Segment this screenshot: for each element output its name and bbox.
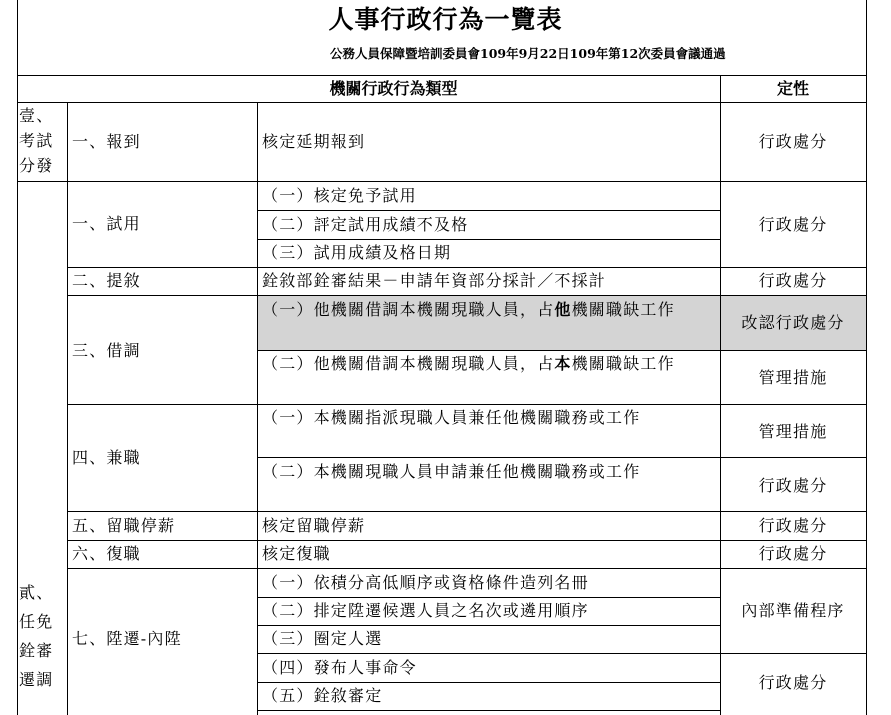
act-promotion-2: （二）排定陞遷候選人員之名次或遴用順序 [262, 601, 589, 620]
category-reinstatement: 六、復職 [72, 544, 141, 563]
category-report: 一、報到 [72, 132, 141, 151]
category-seniority: 二、提敘 [72, 271, 141, 290]
act-secondment-1: （一）他機關借調本機關現職人員，占他機關職缺工作 [262, 300, 675, 319]
nature-report: 行政處分 [758, 132, 828, 151]
act-promotion-4: （四）發布人事命令 [262, 658, 417, 677]
act-promotion-1: （一）依積分高低順序或資格條件造列名冊 [262, 573, 589, 592]
category-secondment: 三、借調 [72, 341, 141, 360]
nature-reinstatement: 行政處分 [758, 544, 828, 563]
act-promotion-5: （五）銓敘審定 [262, 686, 383, 705]
nature-secondment-2: 管理措施 [758, 368, 828, 387]
nature-promotion-1: 內部準備程序 [741, 601, 845, 620]
nature-probation: 行政處分 [758, 215, 828, 234]
act-reinstatement: 核定復職 [262, 544, 331, 563]
header-type: 機關行政行為類型 [329, 79, 458, 98]
act-concurrent-1: （一）本機關指派現職人員兼任他機關職務或工作 [262, 408, 641, 427]
nature-secondment-1: 改認行政處分 [741, 313, 845, 332]
act-concurrent-2: （二）本機關現職人員申請兼任他機關職務或工作 [262, 462, 641, 481]
category-leave: 五、留職停薪 [72, 516, 176, 535]
act-seniority: 銓敘部銓審結果－申請年資部分採計／不採計 [262, 271, 607, 290]
nature-promotion-2: 行政處分 [758, 673, 828, 692]
act-promotion-3: （三）圈定人選 [262, 629, 383, 648]
section-label-appointment: 貳、 任免 銓審 遷調 [19, 583, 54, 689]
nature-concurrent-1: 管理措施 [758, 422, 828, 441]
act-leave: 核定留職停薪 [262, 516, 366, 535]
act-probation-3: （三）試用成績及格日期 [262, 243, 452, 262]
nature-leave: 行政處分 [758, 516, 828, 535]
page-title: 人事行政行為一覽表 [328, 5, 563, 34]
category-promotion: 七、陞遷-內陞 [72, 629, 182, 648]
section-label-exam: 壹、 考試 分發 [19, 106, 54, 175]
category-probation: 一、試用 [72, 214, 141, 233]
page-subtitle: 公務人員保障暨培訓委員會109年9月22日109年第12次委員會議通過 [330, 46, 726, 61]
act-report: 核定延期報到 [262, 132, 366, 151]
act-secondment-2: （二）他機關借調本機關現職人員，占本機關職缺工作 [262, 354, 675, 373]
act-probation-2: （二）評定試用成績不及格 [262, 215, 469, 234]
nature-seniority: 行政處分 [758, 271, 828, 290]
category-concurrent: 四、兼職 [72, 448, 141, 467]
nature-concurrent-2: 行政處分 [758, 476, 828, 495]
header-nature: 定性 [776, 79, 809, 98]
act-probation-1: （一）核定免予試用 [262, 186, 417, 205]
